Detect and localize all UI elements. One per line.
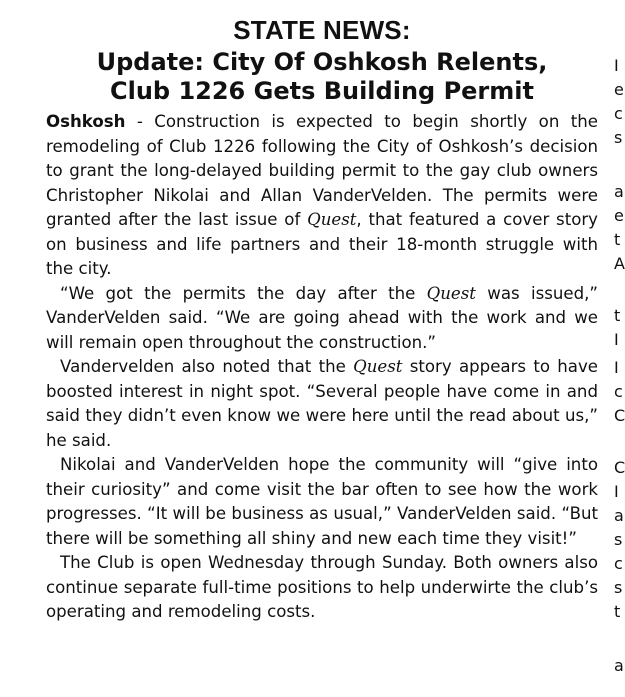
paragraph-1	[46, 110, 598, 282]
margin-letter: t	[614, 306, 621, 325]
paragraph-3-a: Vandervelden also noted that the	[60, 357, 354, 376]
margin-letter: s	[614, 578, 623, 597]
margin-letter: a	[614, 182, 624, 201]
margin-letter: e	[614, 206, 624, 225]
margin-letter: t	[614, 602, 621, 621]
margin-letter: I	[614, 482, 619, 501]
article	[46, 14, 598, 625]
publication-name: Quest	[353, 357, 403, 376]
paragraph-2-a: “We got the permits the day after the	[60, 283, 427, 303]
margin-letter: A	[614, 254, 625, 273]
dateline: Oshkosh	[46, 112, 126, 131]
margin-letter: s	[614, 128, 623, 147]
publication-name: Quest	[307, 210, 357, 229]
paragraph-2-b: was issued,” VanderVelden said. “We are going ahead with the work and we will remain open throughout the construction.”	[46, 283, 598, 352]
margin-letter: c	[614, 382, 623, 401]
paragraph-1-tail: , that featured a cover story on business and life partners and their 18-month struggle with the city.	[46, 210, 599, 278]
margin-letter: C	[614, 406, 625, 425]
paragraph-4: Nikolai and VanderVelden hope the community will “give into their curiosity” and come visit the bar often to see how the work progresses. “It will be business as usual,” VanderVelden said. “But there will be something all shiny and new each time they visit!”	[46, 455, 598, 548]
margin-letter: I	[614, 358, 619, 377]
headline-line-1: Update: City Of Oshkosh Relents,	[96, 48, 548, 76]
margin-letter: c	[614, 554, 623, 573]
margin-letter: C	[614, 458, 625, 477]
section-kicker: STATE NEWS:	[233, 15, 411, 45]
margin-letter: c	[614, 104, 623, 123]
margin-letter: a	[614, 506, 624, 525]
margin-letter: e	[614, 80, 624, 99]
paragraph-2	[46, 282, 598, 356]
publication-name: Quest	[426, 283, 476, 303]
paragraph-5: The Club is open Wednesday through Sunday. Both owners also continue separate full-time positions to help underwirte the club’s operating and remodeling costs.	[46, 553, 598, 621]
paragraph-3	[46, 355, 598, 453]
paragraph-3-b: story appears to have boosted interest in night spot. “Several people have come in and said they didn’t even know we were here until the read about us,” he said.	[46, 357, 599, 450]
margin-letter: t	[614, 230, 621, 249]
margin-letter: I	[614, 56, 619, 75]
headline	[46, 48, 598, 106]
headline-line-2: Club 1226 Gets Building Permit	[110, 77, 534, 105]
margin-letter: I	[614, 330, 619, 349]
margin-letter: a	[614, 656, 624, 675]
margin-letter: s	[614, 530, 623, 549]
adjacent-column-fragment	[612, 0, 625, 697]
paragraph-1-text: - Construction is expected to begin shortly on the remodeling of Club 1226 following the City of Oshkosh’s decision to grant the long-delayed building permit to the gay club owners Christopher Nikolai and Allan VanderVelden. The permits were granted after the last issue of	[46, 112, 598, 229]
article-body	[46, 110, 598, 625]
